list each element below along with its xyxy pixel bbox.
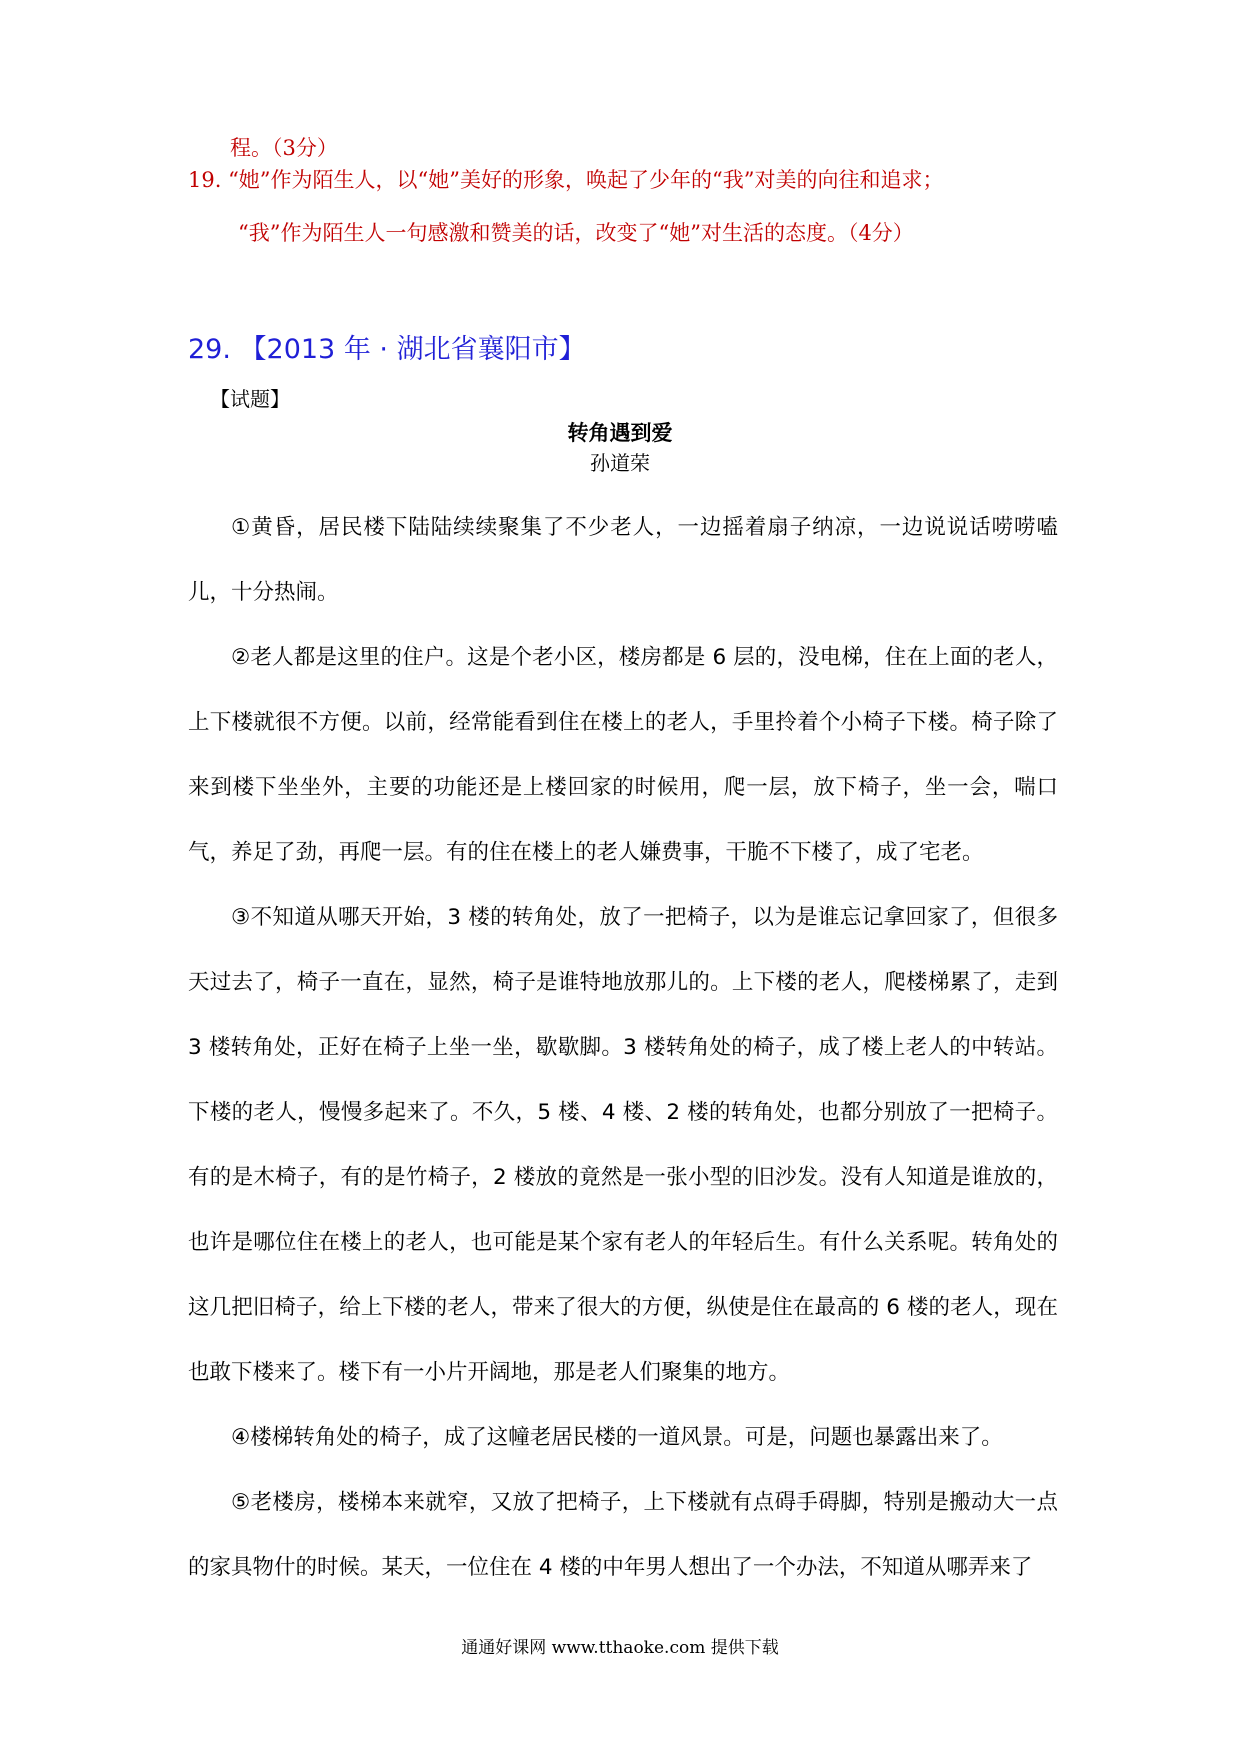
section-heading: 29. 【2013 年 · 湖北省襄阳市】: [188, 334, 586, 365]
paragraph-1: ①黄昏，居民楼下陆陆续续聚集了不少老人，一边摇着扇子纳凉，一边说说话唠唠嗑儿，十分热闹。: [188, 515, 1058, 605]
answer-line-3: “我”作为陌生人一句感激和赞美的话，改变了“她”对生活的态度。（4分）: [238, 221, 914, 245]
question-label: 【试题】: [210, 387, 290, 411]
paragraph-2: ②老人都是这里的住户。这是个老小区，楼房都是 6 层的，没电梯，住在上面的老人，上下楼就很不方便。以前，经常能看到住在楼上的老人，手里拎着个小椅子下楼。椅子除了来到楼下坐坐外，主要的功能还是上楼回家的时候用，爬一层，放下椅子，坐一会，喘口气，养足了劲，再爬一层。有的住在楼上的老人嫌费事，干脆不下楼了，成了宅老。: [188, 645, 1058, 865]
story-title: 转角遇到爱: [567, 420, 673, 445]
page-footer: 通通好课网 www.tthaoke.com 提供下载: [461, 1638, 779, 1658]
answer-line-1: 程。（3分）: [230, 136, 338, 160]
answer-line-2: 19. “她”作为陌生人，以“她”美好的形象，唤起了少年的“我”对美的向往和追求；: [188, 168, 944, 192]
story-author: 孙道荣: [590, 451, 650, 475]
paragraph-5: ⑤老楼房，楼梯本来就窄，又放了把椅子，上下楼就有点碍手碍脚，特别是搬动大一点的家具物什的时候。某天，一位住在 4 楼的中年男人想出了一个办法，不知道从哪弄来了: [188, 1490, 1058, 1580]
paragraph-4: ④楼梯转角处的椅子，成了这幢老居民楼的一道风景。可是，问题也暴露出来了。: [231, 1425, 1003, 1450]
story-body: [188, 495, 1058, 1600]
paragraph-3: ③不知道从哪天开始，3 楼的转角处，放了一把椅子，以为是谁忘记拿回家了，但很多天过去了，椅子一直在，显然，椅子是谁特地放那儿的。上下楼的老人，爬楼梯累了，走到 3 楼转角处，正好在椅子上坐一坐，歇歇脚。3 楼转角处的椅子，成了楼上老人的中转站。下楼的老人，慢慢多起来了。不久，5 楼、4 楼、2 楼的转角处，也都分别放了一把椅子。有的是木椅子，有的是竹椅子，2 楼放的竟然是一张小型的旧沙发。没有人知道是谁放的，也许是哪位住在楼上的老人，也可能是某个家有老人的年轻后生。有什么关系呢。转角处的这几把旧椅子，给上下楼的老人，带来了很大的方便，纵使是住在最高的 6 楼的老人，现在也敢下楼来了。楼下有一小片开阔地，那是老人们聚集的地方。: [188, 905, 1058, 1385]
